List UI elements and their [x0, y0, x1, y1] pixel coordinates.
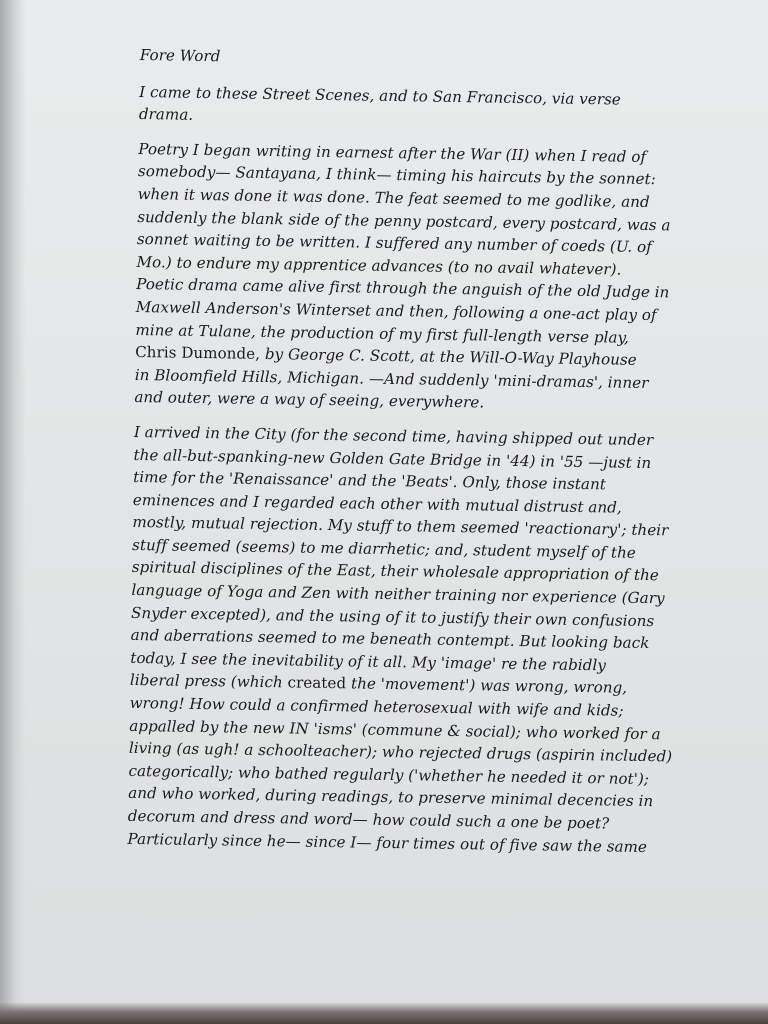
text-run: the 'movement') was wrong, wrong,	[346, 674, 628, 698]
text-line: wrong! How could a confirmed heterosexual with wife and kids;	[129, 693, 624, 720]
text-line: the all-but-spanking-new Golden Gate Bridge in '44) in '55 —just in	[133, 445, 652, 472]
text-line: somebody— Santayana, I think— timing his haircuts by the sonnet:	[137, 162, 656, 189]
text-line: Mo.) to endure my apprentice advances (to no avail whatever).	[136, 252, 622, 279]
text-line: mine at Tulane, the production of my first full-length verse play,	[135, 320, 630, 347]
text-line: stuff seemed (seems) to me diarrhetic; and, student myself of the	[131, 535, 636, 562]
text-line: living (as ugh! a schoolteacher); who rejected drugs (aspirin included)	[128, 739, 673, 766]
text-line: eminences and I regarded each other with mutual distrust and,	[132, 490, 622, 517]
text-line: and who worked, during readings, to preserve minimal decencies in	[128, 784, 654, 811]
text-line: I arrived in the City (for the second time, having shipped out under	[133, 422, 654, 450]
page-bottom-edge	[0, 1002, 768, 1024]
text-line: I came to these Street Scenes, and to San Francisco, via verse	[139, 82, 621, 109]
paragraph-1	[139, 81, 740, 136]
text-line: drama.	[138, 105, 194, 125]
text-line: decorum and dress and word— how could such a one be poet?	[127, 806, 610, 833]
text-line: when it was done it was done. The feat seemed to me godlike, and	[137, 184, 650, 211]
text-line: in Bloomfield Hills, Michigan. —And suddenly 'mini-dramas', inner	[134, 365, 649, 392]
text-line: suddenly the blank side of the penny postcard, every postcard, was a	[137, 207, 671, 234]
foreword-text	[127, 44, 740, 872]
paragraph-2	[134, 138, 738, 419]
text-run: liberal press (which	[129, 671, 288, 692]
text-line: today, I see the inevitability of it all. My 'image' re the rabidly	[130, 648, 607, 675]
text-line: categorically; who bathed regularly ('whether he needed it or not');	[128, 761, 650, 788]
text-line: appalled by the new IN 'isms' (commune & social); who worked for a	[129, 716, 661, 743]
text-line: Snyder excepted), and the using of it to justify their own confusions	[130, 603, 655, 630]
text-line: Poetry I began writing in earnest after the War (II) when I read of	[138, 139, 647, 166]
text-line: Maxwell Anderson's Winterset and then, following a one-act play of	[135, 297, 657, 325]
text-line: Poetic drama came alive first through the anguish of the old Judge in	[136, 275, 670, 302]
text-line: spiritual disciplines of the East, their wholesale appropriation of the	[131, 558, 659, 585]
text-line: and outer, were a way of seeing, everywhere.	[134, 388, 485, 412]
text-line: time for the 'Renaissance' and the 'Beats'. Only, those instant	[133, 468, 607, 494]
text-line: sonnet waiting to be written. I suffered any number of coeds (U. of	[136, 230, 652, 257]
text-line: and aberrations seemed to me beneath contempt. But looking back	[130, 626, 650, 653]
paragraph-3	[127, 421, 734, 860]
text-line: mostly, mutual rejection. My stuff to them seemed 'reactionary'; their	[132, 513, 669, 540]
page-heading: Fore Word	[139, 45, 221, 66]
emphasized-word: created	[287, 673, 347, 693]
text-line: language of Yoga and Zen with neither training nor experience (Gary	[131, 580, 665, 608]
text-line: Particularly since he— since I— four times out of five saw the same	[127, 829, 648, 856]
text-run: by George C. Scott, at the Will-O-Way Playhouse	[259, 345, 637, 369]
play-title: Chris Dumonde,	[135, 343, 261, 364]
